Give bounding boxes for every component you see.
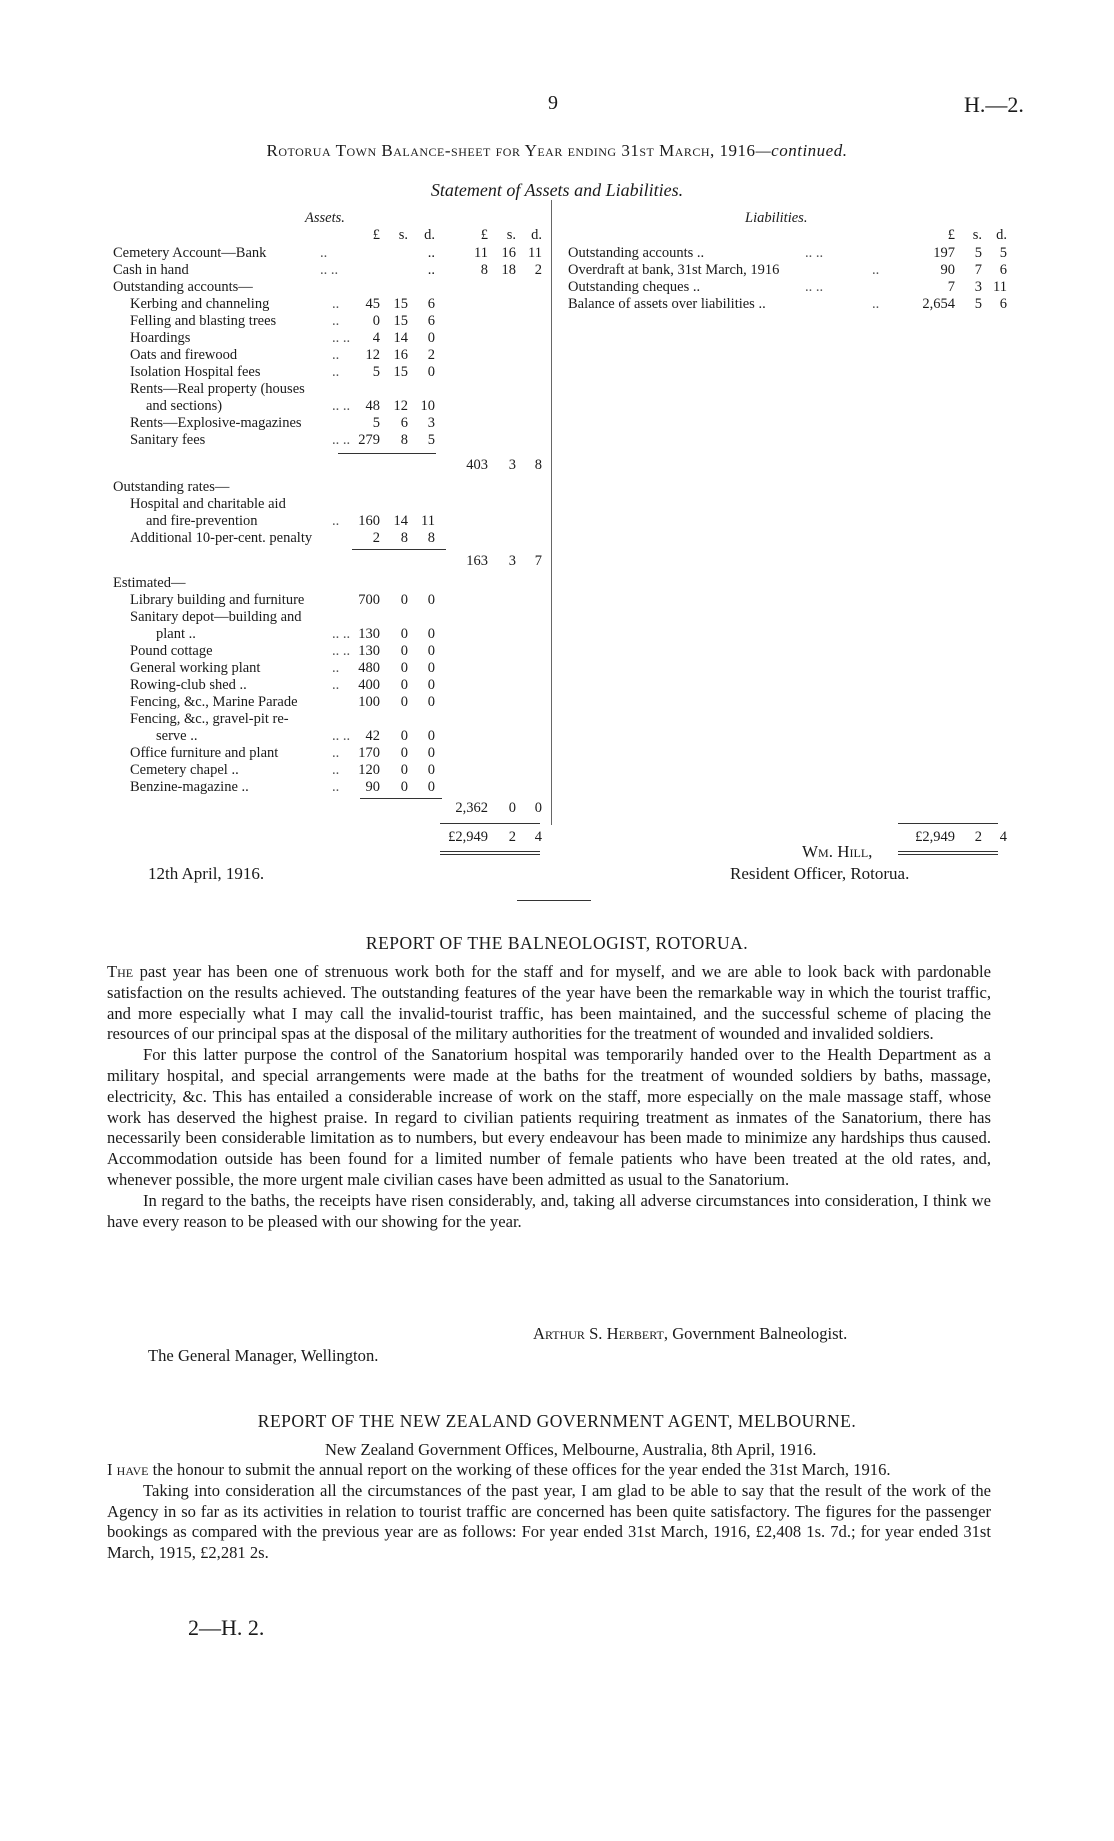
assets-total: 4 [534,829,542,845]
column-header: d. [531,227,542,243]
liability-label: Outstanding cheques .. [568,279,701,295]
leader-dots: .. .. [332,398,351,414]
paragraph-text: the honour to submit the annual report on the working of these offices for the year ended the 31st March, 1916. [152,1460,891,1479]
asset-label: and sections) [146,398,223,414]
signatory-role: Resident Officer, Rotorua. [730,864,910,883]
asset-label: Felling and blasting trees [130,313,277,329]
asset-value: 100 [358,694,380,710]
liabilities-total: 4 [999,829,1007,845]
document-reference: H.—2. [964,92,1024,117]
asset-value: 0 [427,694,435,710]
liability-value: 2,654 [922,296,955,312]
total-double-rule [898,854,998,855]
asset-value: 0 [427,643,435,659]
asset-value: 48 [365,398,380,414]
asset-label: Oats and firewood [130,347,238,363]
asset-value: 120 [358,762,380,778]
liability-value: 5 [999,245,1007,261]
asset-value: 5 [372,364,380,380]
total-rule [440,823,540,824]
asset-value: 90 [365,779,380,795]
asset-value: 0 [427,745,435,761]
asset-label: Library building and furniture [130,592,305,608]
asset-label: Pound cottage [130,643,213,659]
asset-value: 160 [358,513,380,529]
asset-value: 0 [427,592,435,608]
asset-label: Rents—Real property (houses [130,381,305,397]
liability-value: 197 [933,245,955,261]
balneologist-paragraph-3: In regard to the baths, the receipts have risen considerably, and, taking all adverse circumstances into consideration, I think we have every reason to be pleased with our showing for the year. [107,1190,991,1231]
asset-value: 45 [365,296,380,312]
column-header: £ [372,227,380,243]
subtotal-value: 3 [508,553,516,569]
leader-dots: .. .. [805,245,824,261]
asset-label: Rents—Explosive-magazines [130,415,302,431]
asset-label: Fencing, &c., gravel-pit re- [130,711,289,727]
liability-label: Balance of assets over liabilities .. [568,296,766,312]
asset-label: Rowing-club shed .. [130,677,247,693]
subtotal-value: 8 [534,457,542,473]
signature-mark: 2—H. 2. [188,1615,265,1640]
column-header: £ [480,227,488,243]
leader-dots: .. .. [320,262,339,278]
column-header: d. [424,227,435,243]
asset-label: Hospital and charitable aid [130,496,286,512]
leader-dots: .. [872,262,880,278]
asset-value: 12 [393,398,408,414]
asset-value: 0 [427,364,435,380]
asset-value: 0 [400,745,408,761]
asset-value: 16 [501,245,516,261]
asset-value: 0 [427,677,435,693]
column-header: s. [972,227,982,243]
lead-word: The [107,962,134,981]
leader-dots: .. [332,313,340,329]
column-header: £ [947,227,955,243]
balneologist-paragraph-2: For this latter purpose the control of the Sanatorium hospital was temporarily handed over to the Health Department as a military hospital, and special arrangements were made at the baths for the treatment of wounded soldiers by baths, massage, electricity, &c. This has entailed a considerable increase of work on the staff, more especially on the male massage staff, whose work has deserved the highest praise. In regard to civilian patients requiring treatment as inmates of the Sanatorium, there has necessarily been considerable limitation as to numbers, but every endeavour has been made to minimize any hardships thus caused. Accommodation outside has been found for a limited number of female patients who have been treated at the old rates, and, whenever possible, the more urgent male civilian cases have been admitted as usual to the Sanatorium. [107,1045,991,1189]
liability-value: 7 [974,262,982,278]
asset-value: .. [427,262,435,278]
asset-label: plant .. [156,626,196,642]
asset-value: 0 [400,677,408,693]
asset-value: 2 [372,530,380,546]
leader-dots: .. [872,296,880,312]
asset-value: 42 [365,728,380,744]
subtotal-value: 0 [534,800,542,816]
asset-value: 0 [427,660,435,676]
liability-value: 90 [940,262,955,278]
subtotal-value: 3 [508,457,516,473]
asset-value: 11 [474,245,488,261]
agent-dateline: New Zealand Government Offices, Melbourne, Australia, 8th April, 1916. [325,1440,817,1459]
agent-body [107,1460,991,1564]
asset-value: 10 [420,398,435,414]
asset-label: Hoardings [130,330,191,346]
asset-label: Sanitary fees [130,432,206,448]
balneologist-role: Government Balneologist. [672,1324,848,1343]
asset-value: 130 [358,626,380,642]
asset-value: 700 [358,592,380,608]
assets-total: £2,949 [448,829,488,845]
asset-value: 5 [427,432,435,448]
asset-value: 12 [365,347,380,363]
leader-dots: .. [332,745,340,761]
liability-label: Outstanding accounts .. [568,245,705,261]
asset-value: 8 [427,530,435,546]
asset-value: 6 [427,296,435,312]
asset-value: 15 [393,296,408,312]
column-header: s. [506,227,516,243]
asset-value: 0 [400,626,408,642]
leader-dots: .. [332,296,340,312]
asset-label: Benzine-magazine .. [130,779,249,795]
agent-paragraph-2: Taking into consideration all the circumstances of the past year, I am glad to be able to say that the result of the work of the Agency in so far as its activities in relation to tourist traffic are concerned has been quite satisfactory. The figures for the passenger bookings as compared with the previous year are as follows: For year ended 31st March, 1916, £2,408 1s. 7d.; for year ended 31st March, 1915, £2,281 2s. [107,1480,991,1563]
lead-word: I have [107,1460,149,1479]
asset-label: Cemetery Account—Bank [113,245,267,261]
section-divider [517,900,591,901]
leader-dots: .. .. [332,643,351,659]
asset-value: 400 [358,677,380,693]
asset-value: 0 [427,779,435,795]
asset-value: 0 [427,330,435,346]
subtotal-value: 0 [508,800,516,816]
liability-value: 7 [947,279,955,295]
assets-heading: Assets. [305,210,345,226]
asset-label: serve .. [156,728,198,744]
subtotal-rule [352,549,446,550]
asset-value: 15 [393,364,408,380]
asset-value: 8 [480,262,488,278]
asset-value: 0 [400,779,408,795]
liability-value: 5 [974,245,982,261]
asset-value: 0 [400,643,408,659]
asset-label: Cash in hand [113,262,189,278]
paragraph-text: past year has been one of strenuous work both for the staff and for myself, and we are able to look back with pardonable satisfaction on the results achieved. The outstanding features of the year have been the remarkable way in which the tourist traffic, and more especially what I may call the invalid-tourist traffic, has been maintained, and the successful scheme of placing the resources of our principal spas at the disposal of the military authorities for the treatment of wounded and invalided soldiers. [107,962,991,1044]
leader-dots: .. .. [332,626,351,642]
asset-value: 16 [393,347,408,363]
balneologist-heading: REPORT OF THE BALNEOLOGIST, ROTORUA. [365,933,749,953]
title-continued: —continued. [755,141,848,160]
agent-heading: REPORT OF THE NEW ZEALAND GOVERNMENT AGENT, MELBOURNE. [257,1411,857,1431]
leader-dots: .. [332,513,340,529]
asset-label: Cemetery chapel .. [130,762,239,778]
asset-value: 3 [427,415,435,431]
leader-dots: .. [332,779,340,795]
leader-dots: .. .. [332,728,351,744]
asset-value: 8 [400,432,408,448]
liability-value: 6 [999,296,1007,312]
asset-label: and fire-prevention [146,513,258,529]
title-text: Rotorua Town Balance-sheet for Year ending 31st March, 1916 [266,141,756,160]
asset-label: Office furniture and plant [130,745,279,761]
liability-value: 11 [993,279,1007,295]
asset-value: 0 [400,762,408,778]
asset-value: 11 [528,245,542,261]
balneologist-body [107,962,991,1232]
asset-value: 4 [372,330,380,346]
asset-label: Outstanding accounts— [113,279,253,295]
asset-value: 0 [372,313,380,329]
asset-label: Estimated— [113,575,186,591]
asset-value: 170 [358,745,380,761]
subtotal-rule [360,798,442,799]
subtotal-value: 163 [466,553,488,569]
liability-label: Overdraft at bank, 31st March, 1916 [568,262,780,278]
asset-value: 279 [358,432,380,448]
asset-value: 14 [393,330,408,346]
leader-dots: .. .. [332,432,351,448]
asset-value: 0 [400,592,408,608]
asset-value: 0 [400,660,408,676]
total-double-rule [440,854,540,855]
liability-value: 5 [974,296,982,312]
asset-value: 18 [501,262,516,278]
liabilities-total: £2,949 [915,829,955,845]
column-divider [551,200,552,825]
page-number: 9 [548,92,558,114]
leader-dots: .. [332,347,340,363]
asset-value: 0 [400,728,408,744]
asset-label: Sanitary depot—building and [130,609,302,625]
liability-value: 6 [999,262,1007,278]
balneologist-name: Arthur S. Herbert, [533,1324,669,1343]
asset-value: 2 [534,262,542,278]
asset-value: 480 [358,660,380,676]
liabilities-total: 2 [974,829,982,845]
statement-subtitle: Statement of Assets and Liabilities. [430,180,684,200]
asset-value: 8 [400,530,408,546]
asset-label: Additional 10-per-cent. penalty [130,530,313,546]
signatory-name: Wm. Hill, [802,842,873,861]
addressee: The General Manager, Wellington. [148,1346,379,1365]
leader-dots: .. [332,660,340,676]
liabilities-heading: Liabilities. [745,210,808,226]
asset-value: 14 [393,513,408,529]
asset-label: Fencing, &c., Marine Parade [130,694,298,710]
asset-value: 0 [427,762,435,778]
liability-value: 3 [974,279,982,295]
asset-value: 0 [427,626,435,642]
asset-label: Outstanding rates— [113,479,230,495]
page-title [0,141,1114,161]
asset-value: 15 [393,313,408,329]
column-header: s. [398,227,408,243]
total-double-rule [898,851,998,852]
signature-date: 12th April, 1916. [148,864,265,883]
balneologist-paragraph-1 [107,962,991,1045]
leader-dots: .. [332,677,340,693]
asset-value: 2 [427,347,435,363]
total-double-rule [440,851,540,852]
subtotal-rule [338,453,436,454]
agent-paragraph-1 [107,1460,991,1481]
assets-total: 2 [508,829,516,845]
leader-dots: .. [332,762,340,778]
asset-value: 0 [400,694,408,710]
asset-label: Isolation Hospital fees [130,364,261,380]
leader-dots: .. .. [805,279,824,295]
asset-value: 6 [427,313,435,329]
asset-value: 0 [427,728,435,744]
subtotal-value: 7 [534,553,542,569]
asset-label: General working plant [130,660,261,676]
balneologist-signature [533,1324,847,1344]
subtotal-value: 2,362 [455,800,488,816]
leader-dots: .. .. [332,330,351,346]
leader-dots: .. [332,364,340,380]
asset-value: .. [427,245,435,261]
asset-value: 6 [400,415,408,431]
leader-dots: .. [320,245,328,261]
asset-value: 5 [372,415,380,431]
column-header: d. [996,227,1007,243]
asset-label: Kerbing and channeling [130,296,270,312]
asset-value: 130 [358,643,380,659]
total-rule [898,823,998,824]
subtotal-value: 403 [466,457,488,473]
asset-value: 11 [421,513,435,529]
